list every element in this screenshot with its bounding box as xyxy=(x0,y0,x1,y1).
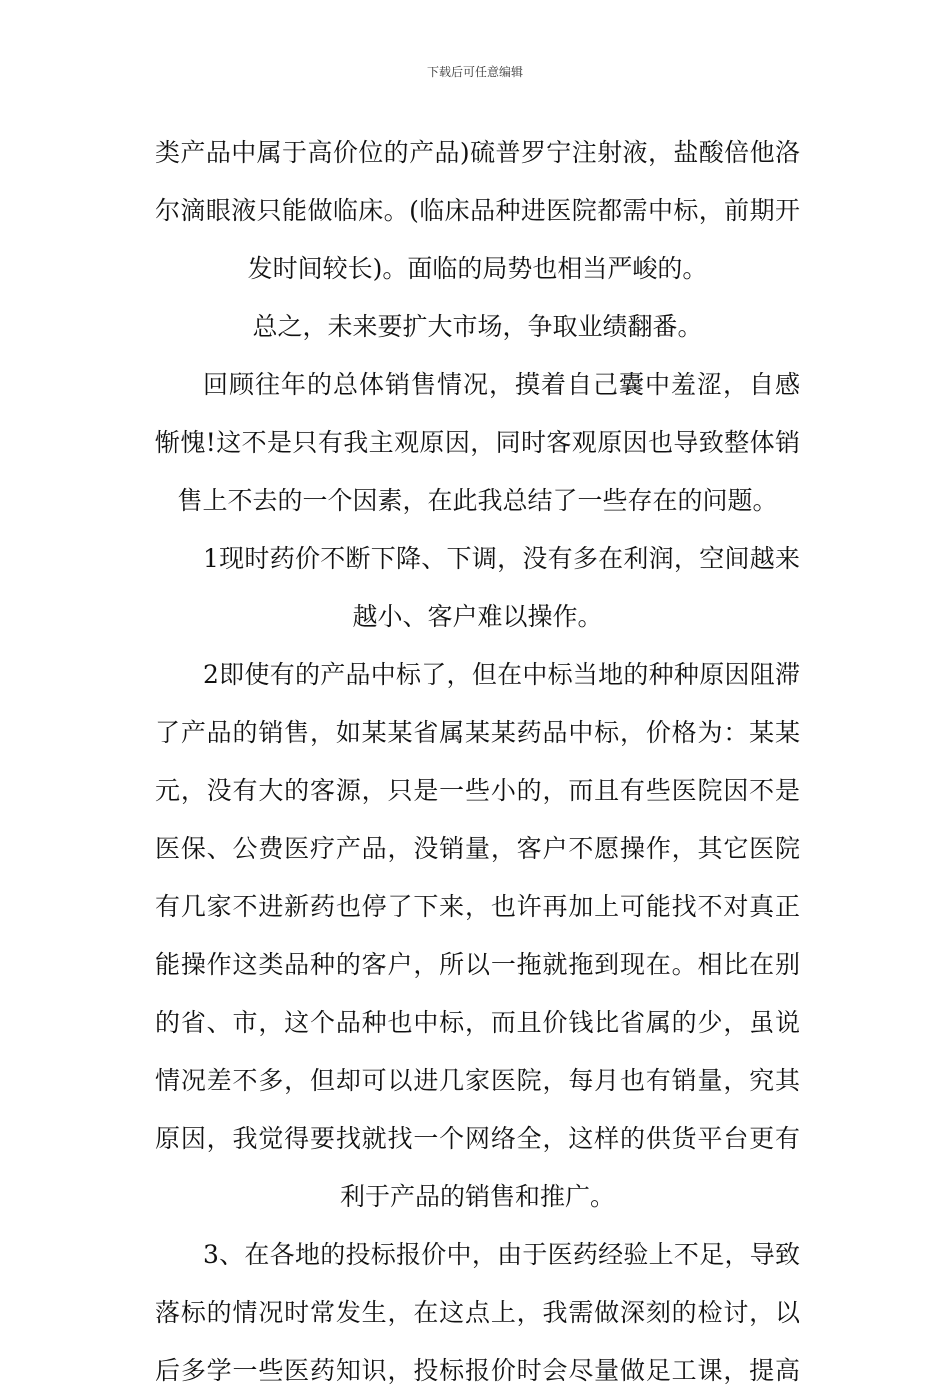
text-line: 总之，未来要扩大市场，争取业绩翻番。 xyxy=(252,312,703,341)
text-line: 落标的情况时常发生，在这点上，我需做深刻的检讨，以 xyxy=(155,1298,800,1327)
text-line: 利于产品的销售和推广。 xyxy=(339,1182,615,1211)
text-line: 元，没有大的客源，只是一些小的，而且有些医院因不是 xyxy=(155,776,800,805)
document-body xyxy=(155,124,800,1400)
text-line: 医保、公费医疗产品，没销量，客户不愿操作，其它医院 xyxy=(155,834,800,863)
text-line: 的省、市，这个品种也中标，而且价钱比省属的少，虽说 xyxy=(155,1008,800,1037)
text-line: 惭愧!这不是只有我主观原因，同时客观原因也导致整体销 xyxy=(155,428,800,457)
text-line: 发时间较长)。面临的局势也相当严峻的。 xyxy=(247,254,708,283)
text-line: 尔滴眼液只能做临床。(临床品种进医院都需中标，前期开 xyxy=(155,196,800,225)
text-line: 能操作这类品种的客户，所以一拖就拖到现在。相比在别 xyxy=(155,950,800,979)
text-line: 原因，我觉得要找就找一个网络全，这样的供货平台更有 xyxy=(155,1124,800,1153)
text-line: 越小、客户难以操作。 xyxy=(352,602,603,631)
text-line: 售上不去的一个因素，在此我总结了一些存在的问题。 xyxy=(177,486,778,515)
text-line: 回顾往年的总体销售情况，摸着自己囊中羞涩，自感 xyxy=(203,370,800,399)
text-line: 3、在各地的投标报价中，由于医药经验上不足，导致 xyxy=(203,1240,800,1269)
text-line: 后多学一些医药知识，投标报价时会尽量做足工课，提高 xyxy=(155,1356,800,1385)
text-line: 类产品中属于高价位的产品)硫普罗宁注射液，盐酸倍他洛 xyxy=(155,138,800,167)
text-line: 有几家不进新药也停了下来，也许再加上可能找不对真正 xyxy=(155,892,800,921)
text-line: 1现时药价不断下降、下调，没有多在利润，空间越来 xyxy=(203,544,800,573)
text-line: 情况差不多，但却可以进几家医院，每月也有销量，究其 xyxy=(155,1066,800,1095)
text-line: 2即使有的产品中标了，但在中标当地的种种原因阻滞 xyxy=(203,660,800,689)
page-header: 下载后可任意编辑 xyxy=(426,65,523,79)
text-line: 了产品的销售，如某某省属某某药品中标，价格为：某某 xyxy=(155,718,800,747)
